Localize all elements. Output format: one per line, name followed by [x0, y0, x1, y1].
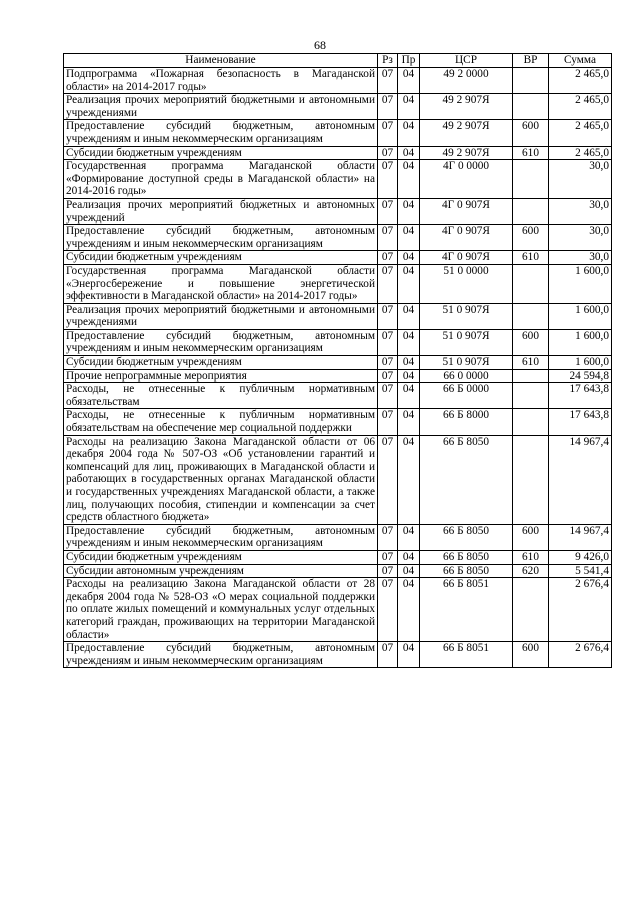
cell-pr: 04	[398, 251, 420, 265]
cell-vr	[513, 264, 549, 303]
cell-name: Расходы на реализацию Закона Магаданской области от 06 декабря 2004 года № 507-ОЗ «Об установлении гарантий и компенсаций для лиц, проживающих в Магаданской области и работающих в государственных органах Магаданской области и государственных учреждениях Магаданской области, а также лиц, получающих пособия, стипендии и компенсации за счет средств областного бюджета»	[64, 435, 378, 524]
cell-rz: 07	[378, 329, 398, 355]
cell-vr	[513, 409, 549, 435]
cell-name: Подпрограмма «Пожарная безопасность в Магаданской области» на 2014-2017 годы»	[64, 68, 378, 94]
cell-pr: 04	[398, 435, 420, 524]
cell-rz: 07	[378, 550, 398, 564]
cell-vr: 610	[513, 146, 549, 160]
table-row	[64, 383, 612, 409]
cell-sum: 2 465,0	[549, 94, 612, 120]
cell-vr: 600	[513, 524, 549, 550]
cell-sum: 30,0	[549, 225, 612, 251]
cell-name: Предоставление субсидий бюджетным, автономным учреждениям и иным некоммерческим организациям	[64, 642, 378, 668]
table-row	[64, 435, 612, 524]
cell-name: Реализация прочих мероприятий бюджетными и автономными учреждениями	[64, 94, 378, 120]
cell-name: Реализация прочих мероприятий бюджетных и автономных учреждений	[64, 198, 378, 224]
cell-pr: 04	[398, 225, 420, 251]
table-row	[64, 642, 612, 668]
cell-vr	[513, 94, 549, 120]
cell-rz: 07	[378, 524, 398, 550]
cell-name: Субсидии бюджетным учреждениям	[64, 251, 378, 265]
cell-name: Предоставление субсидий бюджетным, автономным учреждениям и иным некоммерческим организациям	[64, 329, 378, 355]
cell-sum: 17 643,8	[549, 383, 612, 409]
cell-name: Предоставление субсидий бюджетным, автономным учреждениям и иным некоммерческим организациям	[64, 120, 378, 146]
cell-rz: 07	[378, 225, 398, 251]
cell-sum: 2 465,0	[549, 68, 612, 94]
header-sum: Сумма	[549, 54, 612, 68]
cell-rz: 07	[378, 146, 398, 160]
cell-csr: 51 0 907Я	[420, 356, 513, 370]
cell-name: Предоставление субсидий бюджетным, автономным учреждениям и иным некоммерческим организациям	[64, 524, 378, 550]
header-pr: Пр	[398, 54, 420, 68]
cell-pr: 04	[398, 120, 420, 146]
cell-vr	[513, 435, 549, 524]
cell-sum: 14 967,4	[549, 524, 612, 550]
cell-pr: 04	[398, 383, 420, 409]
cell-csr: 4Г 0 907Я	[420, 225, 513, 251]
cell-name: Субсидии бюджетным учреждениям	[64, 356, 378, 370]
table-row	[64, 578, 612, 642]
cell-vr: 600	[513, 225, 549, 251]
cell-csr: 66 Б 8000	[420, 409, 513, 435]
cell-rz: 07	[378, 369, 398, 383]
cell-sum: 1 600,0	[549, 356, 612, 370]
cell-rz: 07	[378, 383, 398, 409]
cell-sum: 2 465,0	[549, 146, 612, 160]
cell-sum: 30,0	[549, 160, 612, 199]
cell-rz: 07	[378, 264, 398, 303]
cell-pr: 04	[398, 160, 420, 199]
budget-table	[63, 53, 612, 668]
cell-pr: 04	[398, 550, 420, 564]
cell-name: Прочие непрограммные мероприятия	[64, 369, 378, 383]
table-header-row	[64, 54, 612, 68]
cell-sum: 30,0	[549, 251, 612, 265]
cell-csr: 51 0 907Я	[420, 303, 513, 329]
cell-csr: 66 Б 8050	[420, 435, 513, 524]
cell-pr: 04	[398, 564, 420, 578]
table-row	[64, 356, 612, 370]
table-row	[64, 94, 612, 120]
cell-pr: 04	[398, 198, 420, 224]
header-rz: Рз	[378, 54, 398, 68]
cell-csr: 4Г 0 907Я	[420, 198, 513, 224]
cell-sum: 24 594,8	[549, 369, 612, 383]
cell-rz: 07	[378, 198, 398, 224]
cell-sum: 2 465,0	[549, 120, 612, 146]
table-row	[64, 550, 612, 564]
cell-vr: 620	[513, 564, 549, 578]
cell-name: Государственная программа Магаданской области «Формирование доступной среды в Магаданской области» на 2014-2016 годы»	[64, 160, 378, 199]
cell-name: Предоставление субсидий бюджетным, автономным учреждениям и иным некоммерческим организациям	[64, 225, 378, 251]
cell-pr: 04	[398, 578, 420, 642]
cell-pr: 04	[398, 409, 420, 435]
table-row	[64, 198, 612, 224]
table-row	[64, 409, 612, 435]
cell-rz: 07	[378, 94, 398, 120]
cell-sum: 2 676,4	[549, 578, 612, 642]
cell-name: Реализация прочих мероприятий бюджетными и автономными учреждениями	[64, 303, 378, 329]
cell-rz: 07	[378, 435, 398, 524]
cell-name: Субсидии бюджетным учреждениям	[64, 550, 378, 564]
cell-rz: 07	[378, 160, 398, 199]
table-row	[64, 564, 612, 578]
page-number: 68	[314, 38, 326, 52]
cell-vr	[513, 369, 549, 383]
table-body	[64, 68, 612, 668]
cell-pr: 04	[398, 642, 420, 668]
cell-rz: 07	[378, 303, 398, 329]
cell-pr: 04	[398, 524, 420, 550]
cell-vr	[513, 303, 549, 329]
cell-vr: 610	[513, 356, 549, 370]
cell-pr: 04	[398, 303, 420, 329]
cell-rz: 07	[378, 356, 398, 370]
cell-vr	[513, 198, 549, 224]
cell-csr: 66 Б 8051	[420, 642, 513, 668]
cell-pr: 04	[398, 68, 420, 94]
cell-sum: 30,0	[549, 198, 612, 224]
cell-sum: 9 426,0	[549, 550, 612, 564]
table-row	[64, 329, 612, 355]
header-name: Наименование	[64, 54, 378, 68]
cell-vr	[513, 578, 549, 642]
table-row	[64, 264, 612, 303]
cell-csr: 66 Б 0000	[420, 383, 513, 409]
cell-csr: 66 Б 8050	[420, 550, 513, 564]
header-csr: ЦСР	[420, 54, 513, 68]
cell-rz: 07	[378, 68, 398, 94]
cell-name: Субсидии автономным учреждениям	[64, 564, 378, 578]
cell-csr: 49 2 0000	[420, 68, 513, 94]
cell-name: Расходы, не отнесенные к публичным нормативным обязательствам	[64, 383, 378, 409]
cell-name: Расходы, не отнесенные к публичным нормативным обязательствам на обеспечение мер социальной поддержки	[64, 409, 378, 435]
cell-pr: 04	[398, 369, 420, 383]
cell-csr: 51 0 907Я	[420, 329, 513, 355]
cell-vr: 600	[513, 329, 549, 355]
cell-vr	[513, 160, 549, 199]
cell-vr: 600	[513, 642, 549, 668]
cell-csr: 66 Б 8051	[420, 578, 513, 642]
table-row	[64, 303, 612, 329]
cell-pr: 04	[398, 94, 420, 120]
cell-sum: 17 643,8	[549, 409, 612, 435]
cell-csr: 4Г 0 907Я	[420, 251, 513, 265]
cell-name: Государственная программа Магаданской области «Энергосбережение и повышение энергетической эффективности в Магаданской области» на 2014-2017 годы»	[64, 264, 378, 303]
cell-csr: 51 0 0000	[420, 264, 513, 303]
cell-csr: 49 2 907Я	[420, 120, 513, 146]
cell-pr: 04	[398, 329, 420, 355]
cell-sum: 5 541,4	[549, 564, 612, 578]
cell-name: Субсидии бюджетным учреждениям	[64, 146, 378, 160]
cell-pr: 04	[398, 146, 420, 160]
cell-csr: 49 2 907Я	[420, 94, 513, 120]
cell-csr: 4Г 0 0000	[420, 160, 513, 199]
cell-pr: 04	[398, 264, 420, 303]
cell-vr: 610	[513, 550, 549, 564]
cell-name: Расходы на реализацию Закона Магаданской области от 28 декабря 2004 года № 528-ОЗ «О мерах социальной поддержки по оплате жилых помещений и коммунальных услуг отдельных категорий граждан, проживающих на территории Магаданской области»	[64, 578, 378, 642]
cell-csr: 66 Б 8050	[420, 524, 513, 550]
cell-csr: 66 Б 8050	[420, 564, 513, 578]
table-row	[64, 160, 612, 199]
cell-sum: 1 600,0	[549, 264, 612, 303]
cell-csr: 49 2 907Я	[420, 146, 513, 160]
header-vr: ВР	[513, 54, 549, 68]
cell-vr: 600	[513, 120, 549, 146]
cell-rz: 07	[378, 409, 398, 435]
cell-sum: 2 676,4	[549, 642, 612, 668]
cell-pr: 04	[398, 356, 420, 370]
cell-rz: 07	[378, 564, 398, 578]
table-row	[64, 68, 612, 94]
cell-rz: 07	[378, 642, 398, 668]
cell-sum: 1 600,0	[549, 329, 612, 355]
cell-vr: 610	[513, 251, 549, 265]
table-row	[64, 251, 612, 265]
table-row	[64, 369, 612, 383]
cell-vr	[513, 68, 549, 94]
table-row	[64, 225, 612, 251]
cell-rz: 07	[378, 578, 398, 642]
cell-sum: 1 600,0	[549, 303, 612, 329]
cell-rz: 07	[378, 251, 398, 265]
table-row	[64, 120, 612, 146]
cell-rz: 07	[378, 120, 398, 146]
cell-csr: 66 0 0000	[420, 369, 513, 383]
cell-sum: 14 967,4	[549, 435, 612, 524]
table-row	[64, 146, 612, 160]
table-row	[64, 524, 612, 550]
cell-vr	[513, 383, 549, 409]
